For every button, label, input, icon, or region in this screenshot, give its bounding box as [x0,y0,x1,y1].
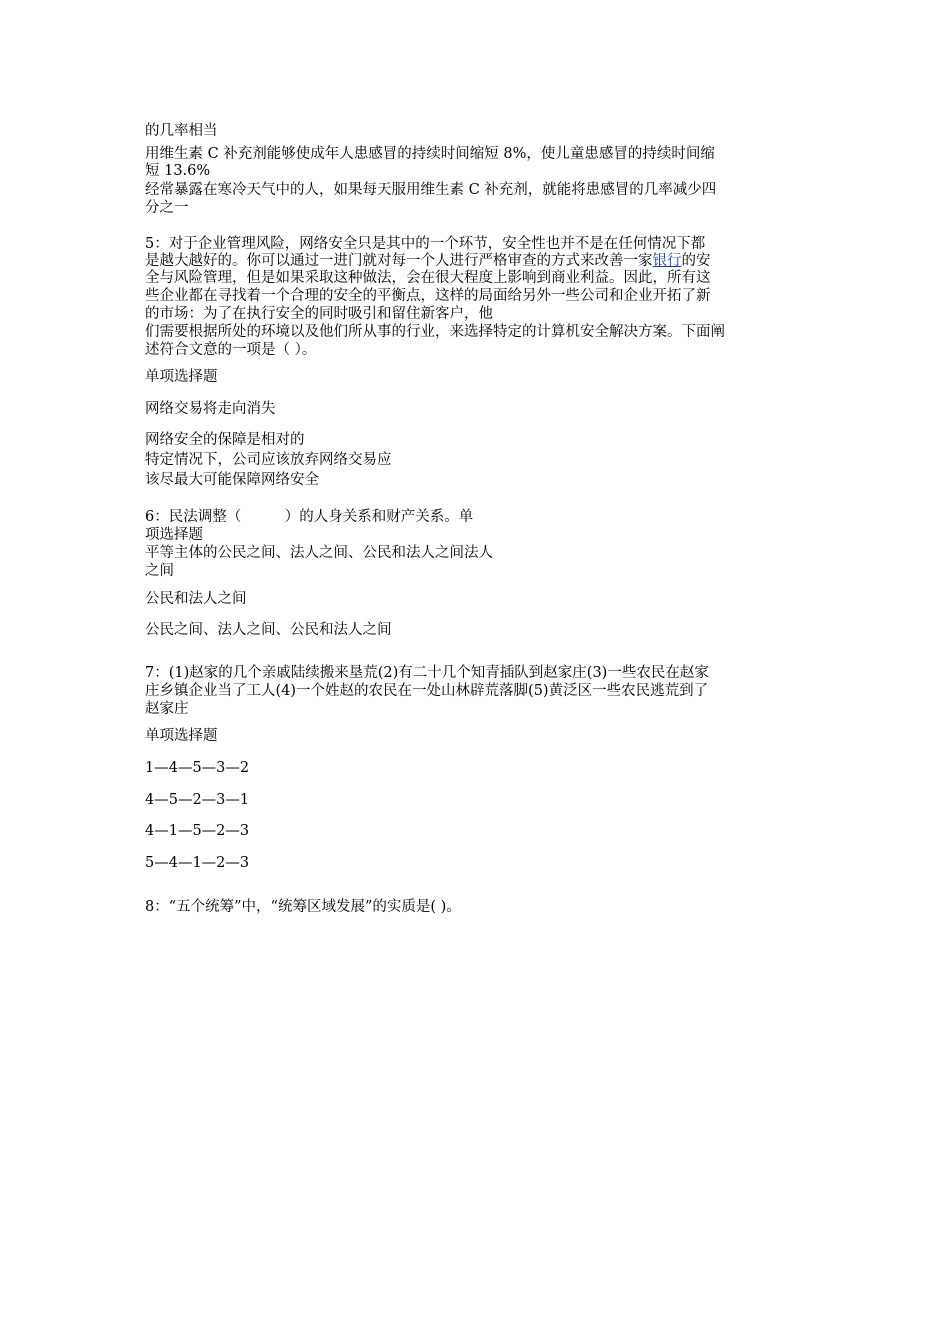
q6-option-a-line2: 之间 [145,563,174,579]
q7-stem-line3: 赵家庄 [145,701,189,717]
q5-stem-line2 [145,253,711,270]
q5-question-type: 单项选择题 [145,369,218,385]
q7-option-c: 4—1—5—2—3 [145,823,250,839]
q4-option-c-line2: 短 13.6% [145,163,211,179]
bank-link[interactable]: 银行 [652,253,682,269]
q6-option-a-line1: 平等主体的公民之间、法人之间、公民和法人之间法人 [145,545,493,561]
q5-stem-line1: 5：对于企业管理风险，网络安全只是其中的一个环节，安全性也并不是在任何情况下都 [145,236,706,252]
q5-stem-line6: 们需要根据所处的环境以及他们所从事的行业，来选择特定的计算机安全解决方案。下面阐 [145,324,725,340]
q5-option-b: 网络安全的保障是相对的 [145,432,305,448]
q5-option-c: 特定情况下，公司应该放弃网络交易应 [145,452,392,468]
q8-stem-line1: 8：“五个统筹”中，“统筹区域发展”的实质是( )。 [145,899,461,915]
q5-stem-line7: 述符合文意的一项是（ ）。 [145,342,317,358]
q6-option-b: 公民和法人之间 [145,591,247,607]
q7-option-b: 4—5—2—3—1 [145,792,250,808]
q7-stem-line1: 7：(1)赵家的几个亲戚陆续搬来垦荒(2)有二十几个知青插队到赵家庄(3)一些农民在赵家 [145,665,709,681]
q6-stem-line1: 6：民法调整（ ）的人身关系和财产关系。单 [145,509,474,525]
q6-stem-line2: 项选择题 [145,527,203,543]
q5-option-d: 该尽最大可能保障网络安全 [145,472,319,488]
q5-stem-line5: 的市场：为了在执行安全的同时吸引和留住新客户，他 [145,306,493,322]
q5-stem-line4: 些企业都在寻找着一个合理的安全的平衡点，这样的局面给另外一些公司和企业开拓了新 [145,288,711,304]
q7-option-a: 1—4—5—3—2 [145,760,250,776]
q4-option-c-line1: 用维生素 C 补充剂能够使成年人患感冒的持续时间缩短 8%，使儿童患感冒的持续时间缩 [145,146,715,162]
q5-stem-line3: 全与风险管理，但是如果采取这种做法，会在很大程度上影响到商业利益。因此，所有这 [145,270,711,286]
q7-option-d: 5—4—1—2—3 [145,855,250,871]
q4-option-d-line1: 经常暴露在寒冷天气中的人，如果每天服用维生素 C 补充剂，就能将患感冒的几率减少四 [145,182,717,198]
q4-option-d-line2: 分之一 [145,200,189,216]
q4-option-b: 的几率相当 [145,123,218,139]
q7-stem-line2: 庄乡镇企业当了工人(4)一个姓赵的农民在一处山林辟荒落脚(5)黄泛区一些农民逃荒到了 [145,683,709,699]
q5-stem-text: 是越大越好的。你可以通过一进门就对每一个人进行严格审查的方式来改善一家 [145,253,653,269]
q5-option-a: 网络交易将走向消失 [145,401,276,417]
q7-question-type: 单项选择题 [145,728,218,744]
q6-option-c: 公民之间、法人之间、公民和法人之间 [145,622,392,638]
q5-stem-text: 的安 [681,253,711,269]
